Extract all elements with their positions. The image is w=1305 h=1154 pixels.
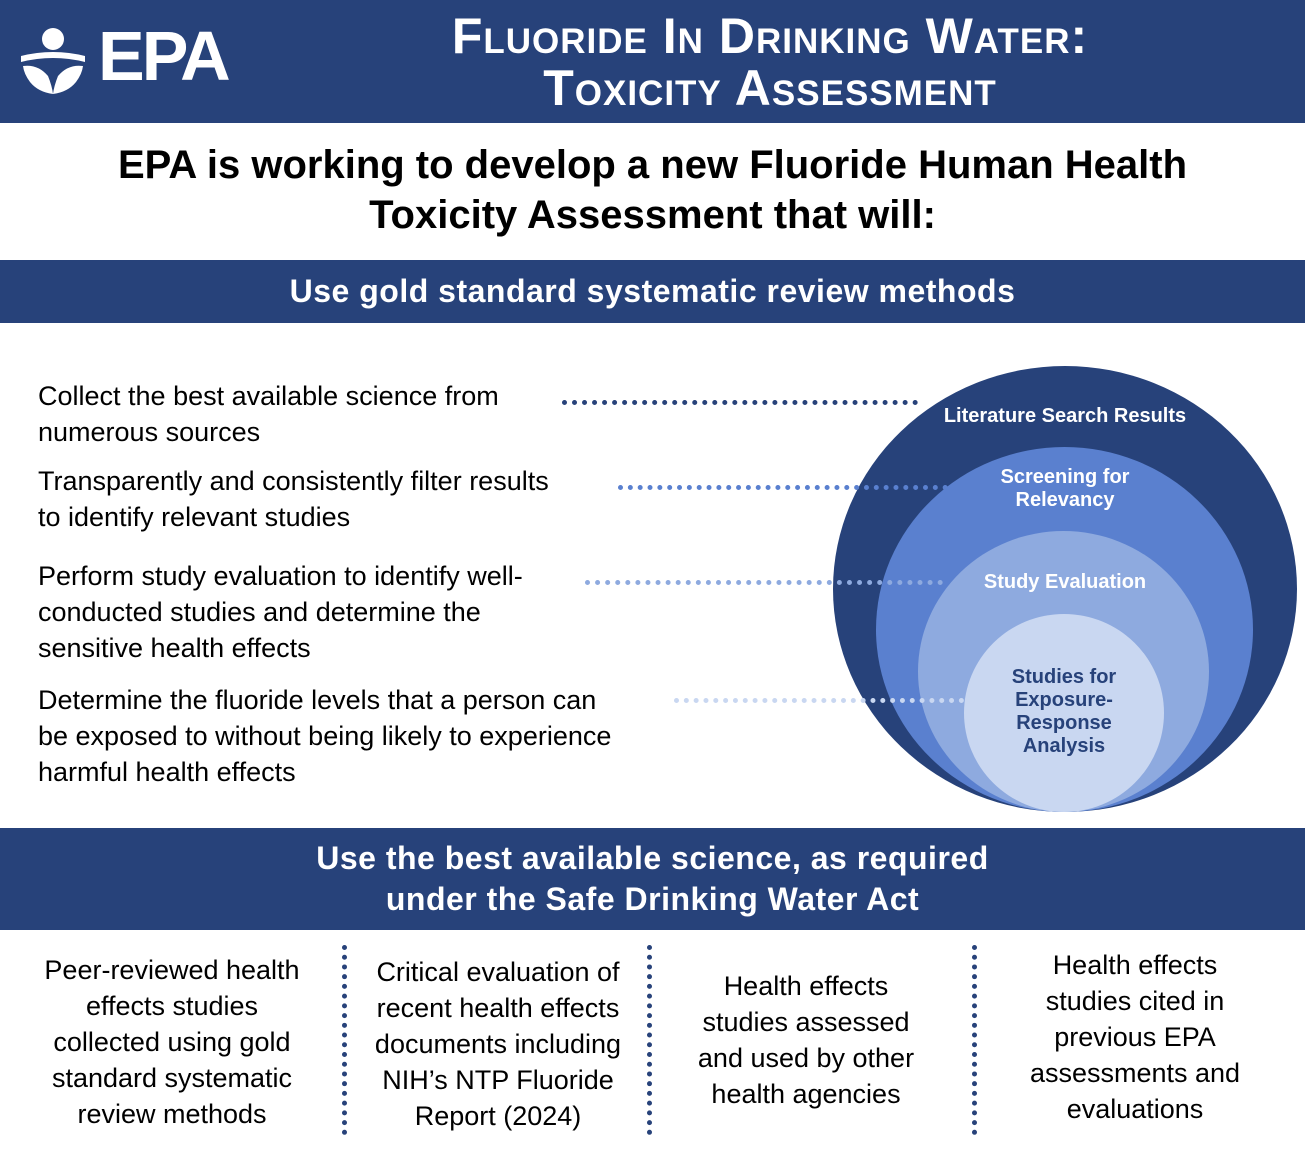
step-line: numerous sources bbox=[38, 417, 261, 447]
logo-text: EPA bbox=[98, 17, 228, 95]
header-banner bbox=[0, 0, 1305, 123]
title-line-2: Toxicity Assessment bbox=[543, 60, 997, 116]
column-line: assessments and bbox=[1029, 1058, 1241, 1088]
column-divider bbox=[972, 945, 977, 1135]
funnel-label-line: Literature Search Results bbox=[943, 405, 1187, 427]
funnel-label-line: Exposure- bbox=[1015, 689, 1113, 711]
step-line: be exposed to without being likely to experience bbox=[38, 721, 612, 751]
connector-dots-2 bbox=[618, 485, 948, 490]
step-line: Determine the fluoride levels that a person can bbox=[38, 685, 597, 715]
column-line: and used by other bbox=[697, 1043, 915, 1073]
label-literature-search bbox=[905, 405, 1225, 428]
source-peer-reviewed bbox=[12, 952, 332, 1132]
source-critical-evaluation bbox=[352, 954, 644, 1134]
section2-heading-line-2: under the Safe Drinking Water Act bbox=[385, 881, 920, 917]
step-collect bbox=[38, 378, 499, 450]
step-line: sensitive health effects bbox=[38, 633, 311, 663]
column-line: documents including bbox=[374, 1029, 622, 1059]
funnel-label-line: Screening for bbox=[1000, 466, 1130, 488]
column-line: NIH’s NTP Fluoride bbox=[382, 1065, 614, 1095]
funnel-label-line: Studies for bbox=[1011, 666, 1117, 688]
epa-logo bbox=[18, 17, 228, 96]
column-line: health agencies bbox=[711, 1079, 901, 1109]
step-determine bbox=[38, 682, 611, 790]
section2-heading bbox=[0, 828, 1305, 930]
label-exposure-response bbox=[974, 666, 1154, 758]
step-line: harmful health effects bbox=[38, 757, 296, 787]
section1-heading: Use gold standard systematic review methods bbox=[0, 260, 1305, 323]
page-title bbox=[300, 10, 1240, 114]
connector-dots-4 bbox=[674, 698, 974, 703]
connector-dots-3 bbox=[585, 580, 943, 585]
step-line: Perform study evaluation to identify well- bbox=[38, 561, 523, 591]
step-filter bbox=[38, 463, 549, 535]
column-line: standard systematic bbox=[51, 1063, 293, 1093]
step-line: to identify relevant studies bbox=[38, 502, 351, 532]
column-line: collected using gold bbox=[53, 1027, 291, 1057]
source-previous-epa bbox=[990, 947, 1280, 1127]
column-line: Peer-reviewed health bbox=[44, 955, 300, 985]
section2-heading-line-1: Use the best available science, as required bbox=[316, 840, 989, 876]
step-line: conducted studies and determine the bbox=[38, 597, 481, 627]
funnel-label-line: Study Evaluation bbox=[983, 571, 1147, 593]
step-line: Collect the best available science from bbox=[38, 381, 499, 411]
column-line: evaluations bbox=[1066, 1094, 1204, 1124]
column-line: review methods bbox=[77, 1099, 267, 1129]
label-study-evaluation bbox=[940, 571, 1190, 594]
column-line: studies cited in bbox=[1045, 986, 1225, 1016]
column-line: Report (2024) bbox=[414, 1101, 582, 1131]
funnel-label-line: Relevancy bbox=[1015, 489, 1115, 511]
intro-line-2: Toxicity Assessment that will: bbox=[369, 193, 936, 237]
column-line: studies assessed bbox=[702, 1007, 910, 1037]
column-divider bbox=[342, 945, 347, 1135]
step-line: Transparently and consistently filter results bbox=[38, 466, 549, 496]
epa-flower-icon bbox=[18, 26, 88, 100]
column-line: Health effects bbox=[723, 971, 889, 1001]
source-other-agencies bbox=[660, 968, 952, 1112]
column-line: Health effects bbox=[1052, 950, 1218, 980]
intro-line-1: EPA is working to develop a new Fluoride Human Health bbox=[117, 143, 1188, 187]
intro-statement bbox=[0, 140, 1305, 240]
column-divider bbox=[647, 945, 652, 1135]
title-line-1: Fluoride In Drinking Water: bbox=[451, 8, 1089, 64]
connector-dots-1 bbox=[562, 400, 918, 405]
column-line: previous EPA bbox=[1054, 1022, 1216, 1052]
label-screening bbox=[940, 466, 1190, 512]
funnel-label-line: Analysis bbox=[1022, 735, 1106, 757]
column-line: effects studies bbox=[85, 991, 259, 1021]
funnel-label-line: Response bbox=[1016, 712, 1112, 734]
column-line: recent health effects bbox=[376, 993, 620, 1023]
column-line: Critical evaluation of bbox=[376, 957, 620, 987]
step-evaluate bbox=[38, 558, 523, 666]
